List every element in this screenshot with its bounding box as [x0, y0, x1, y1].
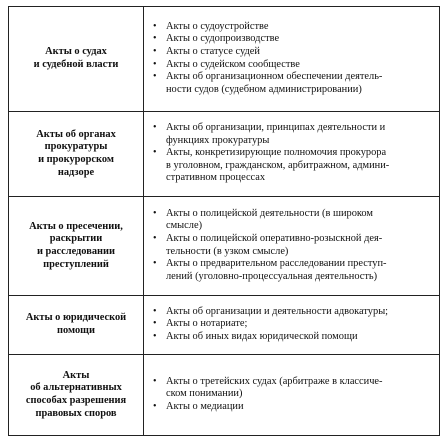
items-cell	[144, 112, 440, 197]
bullet-icon: •	[153, 330, 157, 342]
list-item: • Акты об организационном обеспечении деятель- ности судов (судебном администрировании)	[153, 71, 383, 95]
category-cell	[9, 296, 144, 355]
items-list	[152, 208, 433, 284]
list-item: • Акты о судопроизводстве	[153, 33, 280, 45]
items-cell	[144, 7, 440, 112]
category-label: Акты об органах прокуратуры и прокурорском надзоре	[36, 128, 116, 178]
table-row	[9, 112, 440, 197]
acts-table-container	[8, 6, 440, 436]
list-item: • Акты о третейских судах (арбитраже в классиче- ском понимании)	[153, 375, 383, 400]
bullet-icon: •	[153, 20, 157, 32]
list-item: • Акты об иных видах юридической помощи	[153, 330, 358, 342]
list-item: • Акты о судейском сообществе	[153, 58, 300, 70]
category-label: Акты о пресечении, раскрытии и расследовании преступлений	[29, 220, 123, 270]
category-cell	[9, 7, 144, 112]
list-item: • Акты о полицейской деятельности (в широком смысле)	[153, 207, 373, 232]
items-list	[152, 21, 433, 97]
bullet-icon: •	[153, 71, 157, 83]
list-item: • Акты о предварительном расследовании преступ- лений (уголовно-процессуальная деятельность)	[153, 258, 387, 282]
bullet-icon: •	[153, 375, 157, 387]
items-cell	[144, 197, 440, 296]
list-item: • Акты о статусе судей	[153, 45, 260, 57]
bullet-icon: •	[153, 258, 157, 270]
bullet-icon: •	[153, 232, 157, 244]
list-item: • Акты о медиации	[153, 400, 244, 412]
bullet-icon: •	[153, 45, 157, 57]
bullet-icon: •	[153, 318, 157, 330]
table-row	[9, 296, 440, 355]
list-item: • Акты об организации и деятельности адвокатуры;	[153, 305, 389, 317]
table-row	[9, 355, 440, 436]
category-cell	[9, 355, 144, 436]
list-item: • Акты о полицейской оперативно-розыскной дея- тельности (в узком смысле)	[153, 232, 383, 257]
table-row	[9, 197, 440, 296]
items-list	[152, 122, 433, 185]
category-label: Акты о судах и судебной власти	[33, 46, 119, 70]
bullet-icon: •	[153, 400, 157, 412]
category-label: Акты о юридической помощи	[25, 312, 127, 336]
bullet-icon: •	[153, 122, 157, 134]
table-body	[9, 7, 440, 436]
list-item: • Акты о судоустройстве	[153, 20, 269, 32]
items-list	[152, 306, 433, 344]
category-cell	[9, 112, 144, 197]
items-list	[152, 376, 433, 414]
bullet-icon: •	[153, 33, 157, 45]
list-item: • Акты, конкретизирующие полномочия прокурора в уголовном, гражданском, арбитражном, админи- стративном процессах	[153, 147, 390, 184]
bullet-icon: •	[153, 305, 157, 317]
items-cell	[144, 355, 440, 436]
bullet-icon: •	[153, 58, 157, 70]
acts-classification-table	[8, 6, 440, 436]
list-item: • Акты о нотариате;	[153, 318, 248, 330]
category-cell	[9, 197, 144, 296]
table-row	[9, 7, 440, 112]
items-cell	[144, 296, 440, 355]
bullet-icon: •	[153, 207, 157, 219]
bullet-icon: •	[153, 147, 157, 159]
category-label: Акты об альтернативных способах разрешения правовых споров	[25, 369, 127, 419]
list-item: • Акты об организации, принципах деятельности и функциях прокуратуры	[153, 122, 386, 146]
